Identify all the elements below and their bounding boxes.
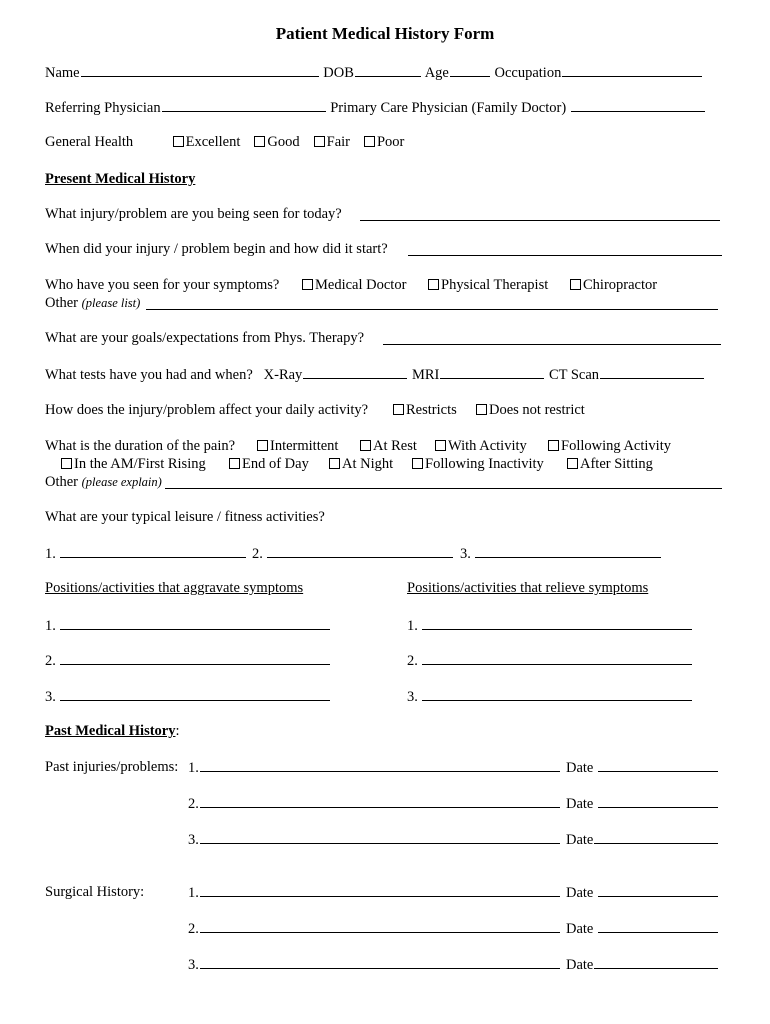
at-night-checkbox[interactable]: [329, 458, 340, 469]
injury-date-2: [566, 793, 719, 814]
with-activity-label: With Activity: [448, 438, 527, 454]
affect-question-label: How does the injury/problem affect your daily activity?: [45, 402, 369, 418]
does-not-restrict-checkbox[interactable]: [476, 404, 487, 415]
poor-label: Poor: [376, 134, 405, 150]
excellent-label: Excellent: [185, 134, 241, 150]
ctscan-field[interactable]: [600, 364, 704, 379]
leisure-field-1[interactable]: [60, 543, 246, 558]
injury-field-3[interactable]: [200, 829, 560, 844]
primary-care-label: Primary Care Physician (Family Doctor): [330, 100, 567, 116]
does-not-restrict-label: Does not restrict: [489, 402, 585, 418]
end-of-day-label: End of Day: [242, 456, 309, 472]
intermittent-option: [257, 436, 338, 456]
medical-doctor-label: Medical Doctor: [315, 277, 407, 293]
aggravate-number-3: 3.: [45, 689, 56, 705]
injury-field-1[interactable]: [200, 757, 560, 772]
at-night-option: [329, 454, 393, 474]
relieve-heading: Positions/activities that relieve symptoms: [407, 580, 649, 596]
injury-date-field-2[interactable]: [598, 793, 718, 808]
following-inactivity-checkbox[interactable]: [412, 458, 423, 469]
surgery-date-field-3[interactable]: [594, 954, 718, 969]
end-of-day-checkbox[interactable]: [229, 458, 240, 469]
goals-question: [45, 328, 364, 348]
following-inactivity-label: Following Inactivity: [425, 456, 544, 472]
xray-field[interactable]: [303, 364, 407, 379]
surgery-date-label-2: Date: [566, 921, 594, 937]
relieve-field-3[interactable]: [422, 686, 692, 701]
relieve-item-3: [407, 686, 693, 707]
injury-item-2: [188, 793, 561, 814]
injury-number-1: 1.: [188, 760, 199, 776]
injury-date-label-3: Date: [566, 832, 594, 848]
excellent-checkbox[interactable]: [173, 136, 184, 147]
leisure-item-2: [252, 543, 454, 564]
at-rest-checkbox[interactable]: [360, 440, 371, 451]
patient-info-row: [45, 62, 703, 82]
mri-label: MRI: [411, 367, 440, 383]
duration-other-label: Other: [45, 474, 79, 490]
aggravate-field-3[interactable]: [60, 686, 330, 701]
physical-therapist-option: [428, 275, 548, 295]
page-title: Patient Medical History Form: [275, 24, 495, 43]
problem-question: [45, 204, 342, 224]
age-field[interactable]: [450, 62, 490, 77]
duration-question-label: What is the duration of the pain?: [45, 438, 236, 454]
chiropractor-checkbox[interactable]: [570, 279, 581, 290]
am-first-rising-label: In the AM/First Rising: [74, 456, 206, 472]
name-label: Name: [45, 65, 80, 81]
dob-field[interactable]: [355, 62, 421, 77]
seen-question-label: Who have you seen for your symptoms?: [45, 277, 280, 293]
after-sitting-checkbox[interactable]: [567, 458, 578, 469]
dob-label: DOB: [323, 65, 354, 81]
physical-therapist-label: Physical Therapist: [441, 277, 549, 293]
relieve-field-1[interactable]: [422, 615, 692, 630]
name-field[interactable]: [81, 62, 319, 77]
relieve-item-2: [407, 650, 693, 671]
fair-checkbox[interactable]: [314, 136, 325, 147]
age-label: Age: [424, 65, 449, 81]
mri-field[interactable]: [440, 364, 544, 379]
surgery-item-2: [188, 918, 561, 939]
aggravate-field-1[interactable]: [60, 615, 330, 630]
seen-question: [45, 275, 279, 295]
tests-question-label: What tests have you had and when?: [45, 367, 253, 383]
referring-physician-field[interactable]: [162, 97, 326, 112]
after-sitting-label: After Sitting: [580, 456, 653, 472]
problem-field[interactable]: [360, 219, 720, 221]
duration-other-row: [45, 472, 162, 492]
past-history-heading-label: Past Medical History: [45, 723, 176, 739]
tests-row: [45, 364, 705, 384]
medical-doctor-checkbox[interactable]: [302, 279, 313, 290]
surgery-item-3: [188, 954, 561, 975]
physical-therapist-checkbox[interactable]: [428, 279, 439, 290]
aggravate-number-2: 2.: [45, 653, 56, 669]
primary-care-field[interactable]: [571, 97, 705, 112]
following-activity-option: [548, 436, 671, 456]
problem-question-label: What injury/problem are you being seen for today?: [45, 206, 342, 222]
at-rest-option: [360, 436, 417, 456]
other-providers-field[interactable]: [146, 308, 718, 310]
surgery-field-3[interactable]: [200, 954, 560, 969]
surgery-number-1: 1.: [188, 885, 199, 901]
good-label: Good: [267, 134, 300, 150]
restricts-label: Restricts: [406, 402, 457, 418]
injury-item-1: [188, 757, 561, 778]
at-rest-label: At Rest: [373, 438, 417, 454]
leisure-number-3: 3.: [460, 546, 471, 562]
injury-number-2: 2.: [188, 796, 199, 812]
am-first-rising-checkbox[interactable]: [61, 458, 72, 469]
injury-number-3: 3.: [188, 832, 199, 848]
following-inactivity-option: [412, 454, 544, 474]
referring-physician-label: Referring Physician: [45, 100, 161, 116]
following-activity-checkbox[interactable]: [548, 440, 559, 451]
aggravate-item-3: [45, 686, 331, 707]
injury-item-3: [188, 829, 561, 850]
surgery-date-1: [566, 882, 719, 903]
relieve-field-2[interactable]: [422, 650, 692, 665]
surgery-date-3: [566, 954, 719, 975]
xray-label: X-Ray: [263, 367, 303, 383]
surgery-date-field-2[interactable]: [598, 918, 718, 933]
surgery-field-2[interactable]: [200, 918, 560, 933]
chiropractor-label: Chiropractor: [583, 277, 658, 293]
medical-doctor-option: [302, 275, 406, 295]
duration-other-field[interactable]: [165, 487, 722, 489]
am-first-rising-option: [61, 454, 206, 474]
relieve-number-3: 3.: [407, 689, 418, 705]
other-label: Other: [45, 295, 79, 311]
occupation-field[interactable]: [562, 62, 702, 77]
relieve-item-1: [407, 615, 693, 636]
affect-row: [45, 400, 368, 420]
good-checkbox[interactable]: [254, 136, 265, 147]
leisure-field-3[interactable]: [475, 543, 661, 558]
present-history-heading: Present Medical History: [45, 171, 196, 187]
injury-date-1: [566, 757, 719, 778]
end-of-day-option: [229, 454, 309, 474]
occupation-label: Occupation: [494, 65, 562, 81]
aggravate-heading: Positions/activities that aggravate symptoms: [45, 580, 304, 596]
seen-other-row: [45, 293, 140, 313]
begin-question: [45, 239, 388, 259]
leisure-question: What are your typical leisure / fitness activities?: [45, 509, 325, 525]
general-health-row: [45, 132, 418, 152]
leisure-field-2[interactable]: [267, 543, 453, 558]
injury-field-2[interactable]: [200, 793, 560, 808]
surgery-date-2: [566, 918, 719, 939]
intermittent-checkbox[interactable]: [257, 440, 268, 451]
relieve-number-1: 1.: [407, 618, 418, 634]
leisure-item-1: [45, 543, 247, 564]
restricts-checkbox[interactable]: [393, 404, 404, 415]
with-activity-option: [435, 436, 527, 456]
physician-row: [45, 97, 706, 117]
intermittent-label: Intermittent: [270, 438, 339, 454]
chiropractor-option: [570, 275, 657, 295]
ctscan-label: CT Scan: [548, 367, 600, 383]
after-sitting-option: [567, 454, 653, 474]
surgery-date-label-1: Date: [566, 885, 594, 901]
surgery-field-1[interactable]: [200, 882, 560, 897]
leisure-number-1: 1.: [45, 546, 56, 562]
past-history-heading: [45, 721, 180, 741]
surgery-item-1: [188, 882, 561, 903]
please-list-label: (please list): [81, 296, 141, 310]
past-injuries-label: Past injuries/problems:: [45, 759, 179, 775]
poor-checkbox[interactable]: [364, 136, 375, 147]
at-night-label: At Night: [342, 456, 394, 472]
surgical-history-label: Surgical History:: [45, 884, 145, 900]
injury-date-field-1[interactable]: [598, 757, 718, 772]
does-not-restrict-option: [476, 400, 585, 420]
past-history-colon: :: [175, 723, 180, 739]
fair-label: Fair: [326, 134, 350, 150]
surgery-number-3: 3.: [188, 957, 199, 973]
aggravate-number-1: 1.: [45, 618, 56, 634]
surgery-date-label-3: Date: [566, 957, 594, 973]
begin-question-label: When did your injury / problem begin and how did it start?: [45, 241, 388, 257]
aggravate-item-2: [45, 650, 331, 671]
aggravate-field-2[interactable]: [60, 650, 330, 665]
injury-date-label-2: Date: [566, 796, 594, 812]
relieve-number-2: 2.: [407, 653, 418, 669]
surgery-date-field-1[interactable]: [598, 882, 718, 897]
duration-question: [45, 436, 235, 456]
surgery-number-2: 2.: [188, 921, 199, 937]
goals-question-label: What are your goals/expectations from Phys. Therapy?: [45, 330, 365, 346]
please-explain-label: (please explain): [81, 475, 162, 489]
general-health-label: General Health: [45, 134, 134, 150]
following-activity-label: Following Activity: [561, 438, 671, 454]
with-activity-checkbox[interactable]: [435, 440, 446, 451]
restricts-option: [393, 400, 457, 420]
begin-field[interactable]: [408, 254, 722, 256]
injury-date-label-1: Date: [566, 760, 594, 776]
goals-field[interactable]: [383, 343, 721, 345]
injury-date-field-3[interactable]: [594, 829, 718, 844]
aggravate-item-1: [45, 615, 331, 636]
injury-date-3: [566, 829, 719, 850]
leisure-number-2: 2.: [252, 546, 263, 562]
leisure-item-3: [460, 543, 662, 564]
